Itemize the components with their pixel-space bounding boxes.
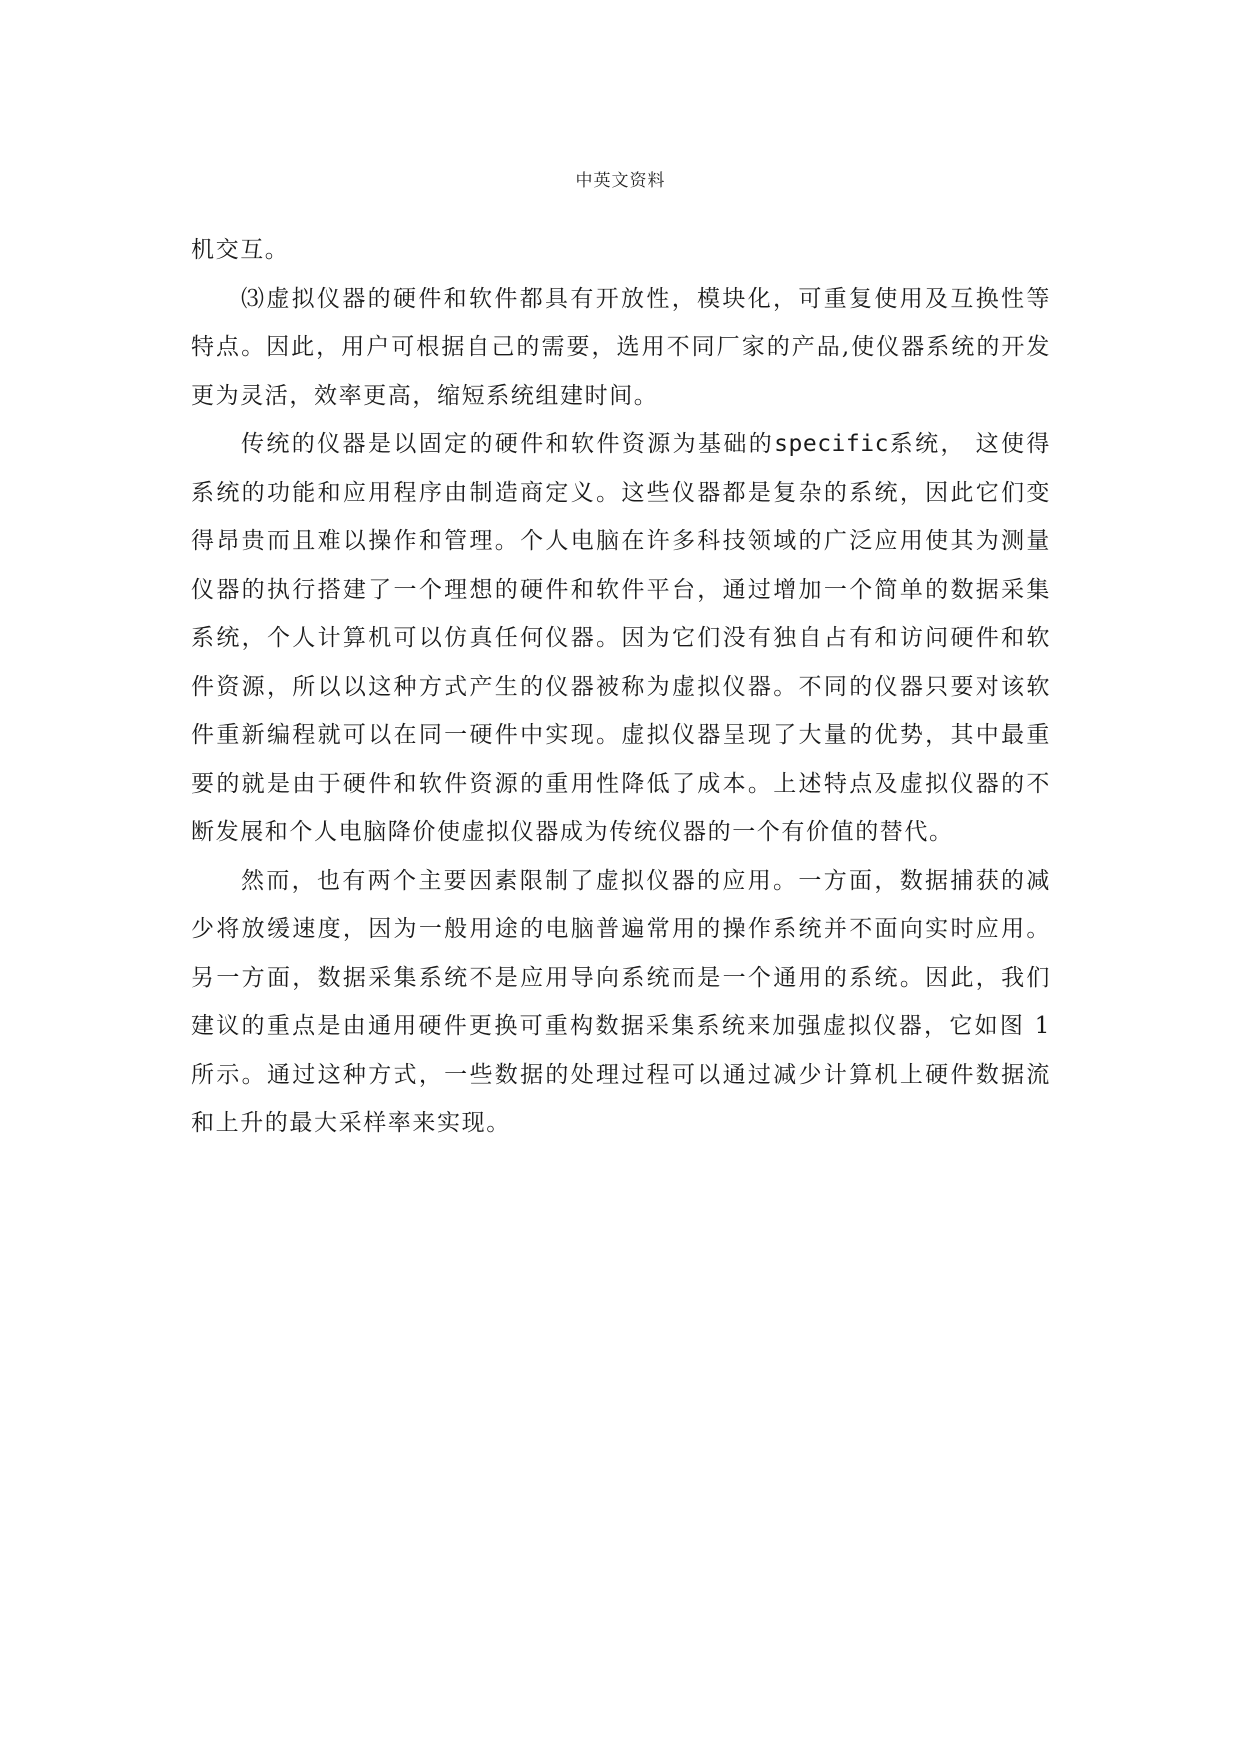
paragraph-traditional-instruments xyxy=(191,420,1051,857)
paragraph-item-3: ⑶虚拟仪器的硬件和软件都具有开放性，模块化，可重复使用及互换性等特点。因此，用户可根据自己的需要，选用不同厂家的产品,使仪器系统的开发更为灵活，效率更高，缩短系统组建时间。 xyxy=(191,285,1051,409)
paragraph-text-segment: 传统的仪器是以固定的硬件和软件资源为基础的 xyxy=(241,431,775,457)
paragraph-text-segment: 系统， 这使得系统的功能和应用程序由制造商定义。这些仪器都是复杂的系统，因此它们变得昂贵而且难以操作和管理。个人电脑在许多科技领域的广泛应用使其为测量仪器的执行搭建了一个理想的硬件和软件平台，通过增加一个简单的数据采集系统，个人计算机可以仿真任何仪器。因为它们没有独自占有和访问硬件和软件资源，所以以这种方式产生的仪器被称为虚拟仪器。不同的仪器只要对该软件重新编程就可以在同一硬件中实现。虚拟仪器呈现了大量的优势，其中最重要的就是由于硬件和软件资源的重用性降低了成本。上述特点及虚拟仪器的不断发展和个人电脑降价使虚拟仪器成为传统仪器的一个有价值的替代。 xyxy=(191,431,1051,845)
page-header: 中英文资料 xyxy=(575,171,666,191)
inline-code-term: specific xyxy=(774,431,889,457)
body-text xyxy=(191,226,1051,1148)
paragraph-limitations: 然而，也有两个主要因素限制了虚拟仪器的应用。一方面，数据捕获的减少将放缓速度，因为一般用途的电脑普遍常用的操作系统并不面向实时应用。另一方面，数据采集系统不是应用导向系统而是一个通用的系统。因此，我们建议的重点是由通用硬件更换可重构数据采集系统来加强虚拟仪器，它如图 1 所示。通过这种方式，一些数据的处理过程可以通过减少计算机上硬件数据流和上升的最大采样率来实现。 xyxy=(191,867,1051,1136)
paragraph-continuation: 机交互。 xyxy=(191,237,290,263)
